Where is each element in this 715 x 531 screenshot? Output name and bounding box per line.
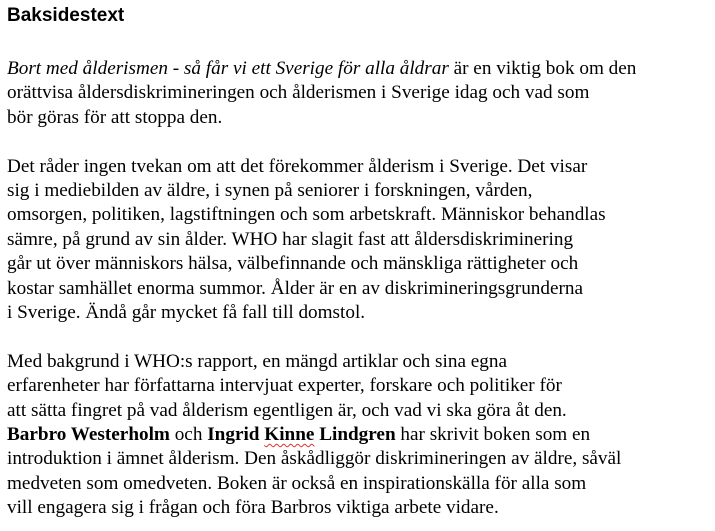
text-line: att sätta fingret på vad ålderism egentligen är, och vad vi ska göra åt den.: [7, 399, 567, 421]
book-title: Bort med ålderismen - så får vi ett Sverige för alla åldrar: [7, 58, 449, 79]
text-line: kostar samhället enorma summor. Ålder är en av diskrimineringsgrunderna: [7, 277, 583, 299]
text-line: Det råder ingen tvekan om att det förekommer ålderism i Sverige. Det visar: [7, 155, 588, 177]
text-line: introduktion i ämnet ålderism. Den åskådliggör diskrimineringen av äldre, såväl: [7, 448, 622, 470]
paragraph-ageism: [7, 155, 707, 326]
text-line: sämre, på grund av sin ålder. WHO har slagit fast att åldersdiskriminering: [7, 228, 574, 250]
document-body: [7, 57, 707, 521]
text-line: [7, 423, 707, 447]
text-fragment: Ingrid: [207, 424, 265, 446]
text-fragment: har skrivit boken som en: [395, 424, 591, 446]
text-fragment: Lindgren: [314, 424, 396, 446]
text-line: går ut över människors hälsa, välbefinnande och mänskliga rättigheter och: [7, 253, 579, 275]
text-line: i Sverige. Ändå går mycket få fall till domstol.: [7, 302, 366, 324]
paragraph-intro: [7, 57, 707, 130]
author-name: [207, 424, 395, 445]
text-line: orättvisa åldersdiskrimineringen och ålderismen i Sverige idag och vad som: [7, 82, 590, 104]
spellcheck-flagged-word[interactable]: Kinne: [264, 424, 315, 446]
text-fragment: är en viktig bok om den: [448, 58, 637, 79]
author-name: Barbro Westerholm: [7, 424, 170, 446]
text-line: vill engagera sig i frågan och föra Barbros viktiga arbete vidare.: [7, 497, 499, 519]
text-line: Med bakgrund i WHO:s rapport, en mängd artiklar och sina egna: [7, 350, 507, 372]
text-line: omsorgen, politiken, lagstiftningen och som arbetskraft. Människor behandlas: [7, 204, 606, 226]
text-line: erfarenheter har författarna intervjuat experter, forskare och politiker för: [7, 375, 562, 397]
text-line: bör göras för att stoppa den.: [7, 106, 223, 128]
text-line: [7, 57, 707, 81]
document-heading: Baksidestext: [7, 5, 125, 26]
text-fragment: och: [169, 424, 208, 446]
text-line: medveten som omedveten. Boken är också en inspirationskälla för alla som: [7, 472, 587, 494]
paragraph-authors: [7, 350, 707, 521]
text-line: sig i mediebilden av äldre, i synen på seniorer i forskningen, vården,: [7, 180, 533, 202]
